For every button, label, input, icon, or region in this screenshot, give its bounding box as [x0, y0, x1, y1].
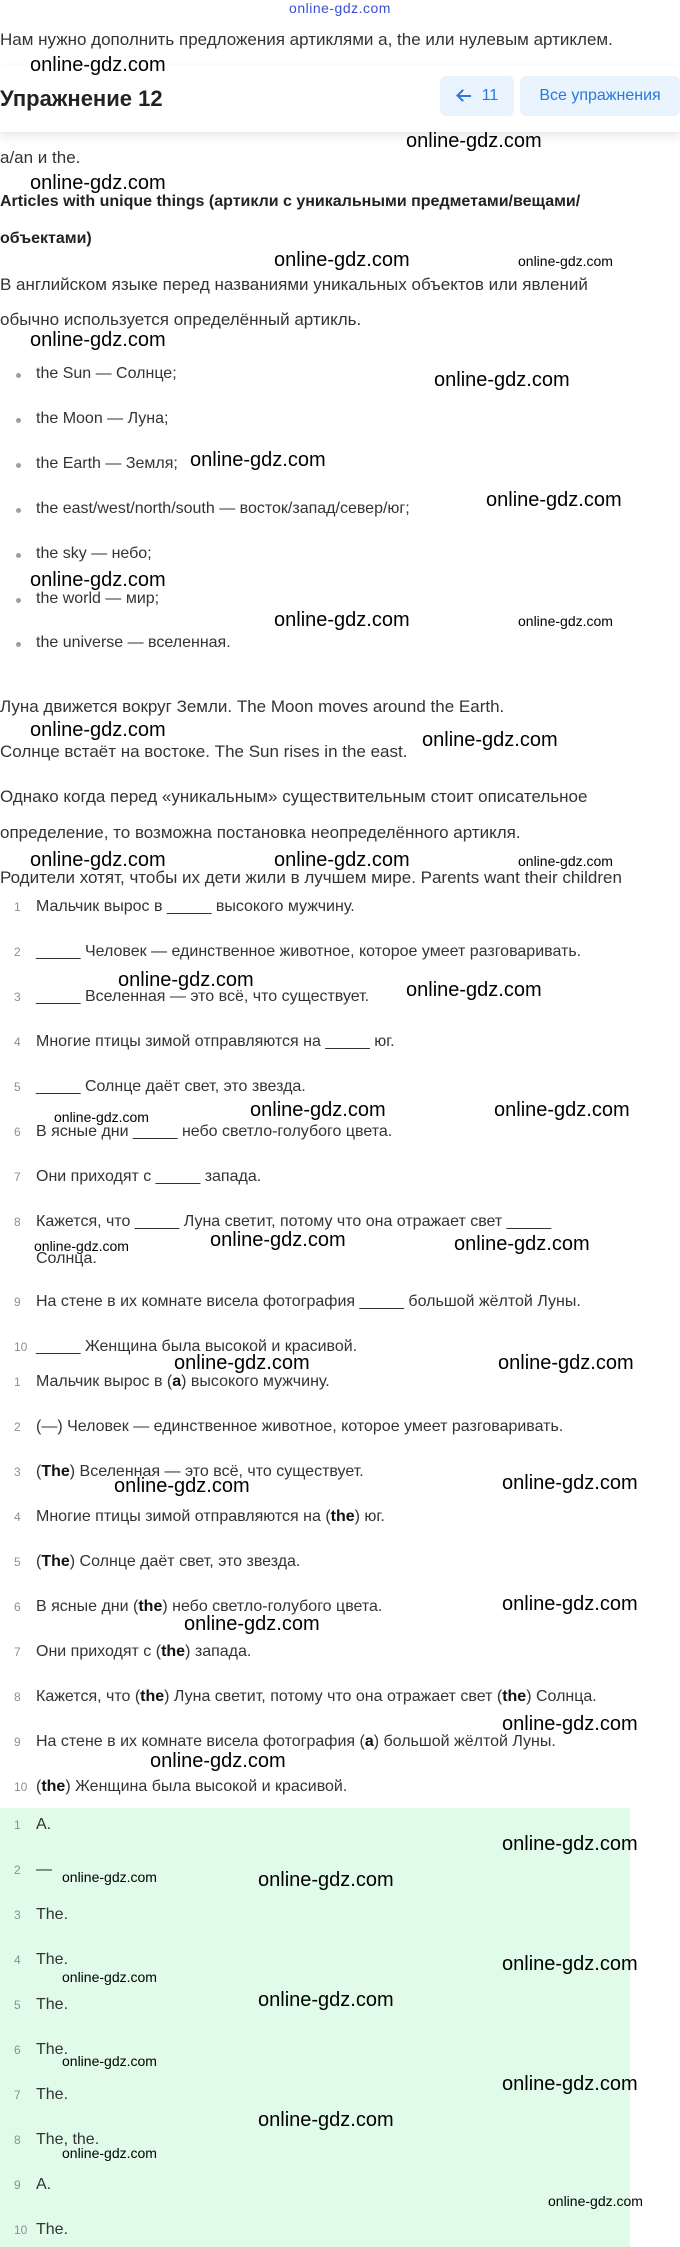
- filled-sentence: (The) Солнце даёт свет, это звезда.: [36, 1553, 301, 1570]
- task-text: В ясные дни _____ небо светло-голубого цвета.: [36, 1123, 393, 1140]
- watermark: online-gdz.com: [518, 853, 613, 869]
- filled-number: 2: [14, 1420, 21, 1434]
- list-item: the east/west/north/south — восток/запад/север/юг;: [36, 500, 410, 517]
- watermark: online-gdz.com: [502, 1472, 638, 1494]
- task-text: На стене в их комнате висела фотография _____ большой жёлтой Луны.: [36, 1293, 581, 1310]
- watermark: online-gdz.com: [406, 130, 542, 152]
- answer-number: 8: [14, 2133, 21, 2147]
- watermark: online-gdz.com: [274, 849, 410, 871]
- answer-text: The.: [36, 2221, 69, 2238]
- answer-number: 2: [14, 1863, 21, 1877]
- task-text: _____ Солнце даёт свет, это звезда.: [36, 1078, 306, 1095]
- theory-example-1: Луна движется вокруг Земли. The Moon moves around the Earth.: [0, 697, 505, 716]
- task-text: _____ Человек — единственное животное, которое умеет разговаривать.: [36, 943, 582, 960]
- filled-sentence: В ясные дни (the) небо светло-голубого цвета.: [36, 1598, 383, 1615]
- watermark: online-gdz.com: [250, 1099, 386, 1121]
- answer-text: The.: [36, 1996, 69, 2013]
- watermark: online-gdz.com: [274, 609, 410, 631]
- theory-intro-line-1: В английском языке перед названиями уникальных объектов или явлений: [0, 275, 588, 294]
- task-text: Кажется, что _____ Луна светит, потому что она отражает свет _____: [36, 1213, 552, 1230]
- theory-note-line-2: определение, то возможна постановка неопределённого артикля.: [0, 823, 521, 842]
- task-number: 9: [14, 1295, 21, 1309]
- list-item: the Moon — Луна;: [36, 410, 169, 427]
- watermark: online-gdz.com: [502, 1953, 638, 1975]
- answer-text: A.: [36, 1816, 52, 1833]
- watermark: online-gdz.com: [406, 979, 542, 1001]
- task-number: 10: [14, 1340, 28, 1354]
- watermark: online-gdz.com: [258, 1989, 394, 2011]
- answer-text: —: [36, 1861, 52, 1878]
- watermark: online-gdz.com: [118, 969, 254, 991]
- watermark: online-gdz.com: [150, 1750, 286, 1772]
- watermark: online-gdz.com: [434, 369, 570, 391]
- list-item: the Sun — Солнце;: [36, 365, 177, 382]
- filled-sentence: Мальчик вырос в (a) высокого мужчину.: [36, 1373, 330, 1390]
- answer-number: 7: [14, 2088, 21, 2102]
- filled-sentence: Они приходят с (the) запада.: [36, 1643, 252, 1660]
- answer-text: The.: [36, 1906, 69, 1923]
- watermark: online-gdz.com: [210, 1229, 346, 1251]
- watermark: online-gdz.com: [30, 172, 166, 194]
- answer-number: 9: [14, 2178, 21, 2192]
- filled-sentence: Кажется, что (the) Луна светит, потому что она отражает свет (the) Солнца.: [36, 1688, 597, 1705]
- watermark: online-gdz.com: [62, 2053, 157, 2069]
- filled-sentence: (The) Вселенная — это всё, что существует.: [36, 1463, 364, 1480]
- filled-number: 5: [14, 1555, 21, 1569]
- watermark: online-gdz.com: [174, 1352, 310, 1374]
- watermark: online-gdz.com: [54, 1109, 149, 1125]
- task-text: Они приходят с _____ запада.: [36, 1168, 262, 1185]
- list-item: the sky — небо;: [36, 545, 152, 562]
- filled-number: 10: [14, 1780, 28, 1794]
- watermark: online-gdz.com: [30, 849, 166, 871]
- watermark: online-gdz.com: [258, 2109, 394, 2131]
- watermark: online-gdz.com: [502, 1713, 638, 1735]
- watermark: online-gdz.com: [30, 719, 166, 741]
- answer-number: 6: [14, 2043, 21, 2057]
- filled-number: 1: [14, 1375, 21, 1389]
- site-logo[interactable]: online-gdz.com: [289, 0, 391, 16]
- watermark: online-gdz.com: [190, 449, 326, 471]
- task-text: Многие птицы зимой отправляются на _____ юг.: [36, 1033, 395, 1050]
- watermark: online-gdz.com: [548, 2193, 643, 2209]
- theory-example-2: Солнце встаёт на востоке. The Sun rises in the east.: [0, 742, 408, 761]
- watermark: online-gdz.com: [30, 329, 166, 351]
- task-text-continuation: Солнца.: [36, 1250, 97, 1267]
- watermark: online-gdz.com: [62, 1869, 157, 1885]
- theory-intro-line-2: обычно используется определённый артикль.: [0, 310, 362, 329]
- filled-number: 7: [14, 1645, 21, 1659]
- watermark: online-gdz.com: [184, 1613, 320, 1635]
- prev-exercise-button[interactable]: [440, 76, 514, 116]
- answer-text: The.: [36, 2086, 69, 2103]
- theory-heading-line-2: объектами): [0, 230, 92, 247]
- theory-example-3: Родители хотят, чтобы их дети жили в лучшем мире. Parents want their children: [0, 868, 622, 887]
- watermark: online-gdz.com: [486, 489, 622, 511]
- watermark: online-gdz.com: [422, 729, 558, 751]
- task-text: _____ Вселенная — это всё, что существует.: [36, 988, 370, 1005]
- arrow-left-icon: [456, 89, 472, 103]
- filled-number: 3: [14, 1465, 21, 1479]
- prev-exercise-number: 11: [481, 87, 499, 104]
- watermark: online-gdz.com: [454, 1233, 590, 1255]
- task-number: 5: [14, 1080, 21, 1094]
- watermark: online-gdz.com: [518, 613, 613, 629]
- answer-text: The.: [36, 2041, 69, 2058]
- filled-number: 4: [14, 1510, 21, 1524]
- watermark: online-gdz.com: [62, 2145, 157, 2161]
- task-number: 6: [14, 1125, 21, 1139]
- answer-number: 1: [14, 1818, 21, 1832]
- task-number: 3: [14, 990, 21, 1004]
- watermark: online-gdz.com: [30, 569, 166, 591]
- filled-sentence: На стене в их комнате висела фотография (a) большой жёлтой Луны.: [36, 1733, 556, 1750]
- filled-sentence: (—) Человек — единственное животное, которое умеет разговаривать.: [36, 1418, 564, 1435]
- watermark: online-gdz.com: [62, 1969, 157, 1985]
- filled-sentence: (the) Женщина была высокой и красивой.: [36, 1778, 348, 1795]
- task-number: 8: [14, 1215, 21, 1229]
- theory-note-line-1: Однако когда перед «уникальным» существительным стоит описательное: [0, 787, 588, 806]
- task-number: 4: [14, 1035, 21, 1049]
- watermark: online-gdz.com: [498, 1352, 634, 1374]
- filled-sentence: Многие птицы зимой отправляются на (the) юг.: [36, 1508, 385, 1525]
- theory-partial-line: a/an и the.: [0, 148, 81, 167]
- answer-text: A.: [36, 2176, 52, 2193]
- watermark: online-gdz.com: [518, 253, 613, 269]
- task-number: 7: [14, 1170, 21, 1184]
- answer-number: 4: [14, 1953, 21, 1967]
- answer-text: The, the.: [36, 2131, 100, 2148]
- watermark: online-gdz.com: [494, 1099, 630, 1121]
- watermark: online-gdz.com: [114, 1475, 250, 1497]
- task-text: _____ Женщина была высокой и красивой.: [36, 1338, 358, 1355]
- watermark: online-gdz.com: [30, 54, 166, 76]
- list-item: the universe — вселенная.: [36, 634, 231, 651]
- list-item: the world — мир;: [36, 590, 160, 607]
- filled-number: 8: [14, 1690, 21, 1704]
- watermark: online-gdz.com: [274, 249, 410, 271]
- theory-heading-line-1: Articles with unique things (артикли с уникальными предметами/вещами/: [0, 193, 581, 210]
- all-exercises-button[interactable]: Все упражнения: [520, 76, 680, 116]
- watermark: online-gdz.com: [502, 2073, 638, 2095]
- task-number: 2: [14, 945, 21, 959]
- lead-text: Нам нужно дополнить предложения артиклями a, the или нулевым артиклем.: [0, 30, 613, 49]
- page-title: Упражнение 12: [0, 86, 163, 111]
- answer-number: 5: [14, 1998, 21, 2012]
- watermark: online-gdz.com: [502, 1833, 638, 1855]
- task-text: Мальчик вырос в _____ высокого мужчину.: [36, 898, 355, 915]
- filled-number: 9: [14, 1735, 21, 1749]
- answer-text: The.: [36, 1951, 69, 1968]
- answer-number: 10: [14, 2223, 28, 2237]
- watermark: online-gdz.com: [34, 1238, 129, 1254]
- task-number: 1: [14, 900, 21, 914]
- watermark: online-gdz.com: [258, 1869, 394, 1891]
- watermark: online-gdz.com: [502, 1593, 638, 1615]
- answer-number: 3: [14, 1908, 21, 1922]
- filled-number: 6: [14, 1600, 21, 1614]
- list-item: the Earth — Земля;: [36, 455, 178, 472]
